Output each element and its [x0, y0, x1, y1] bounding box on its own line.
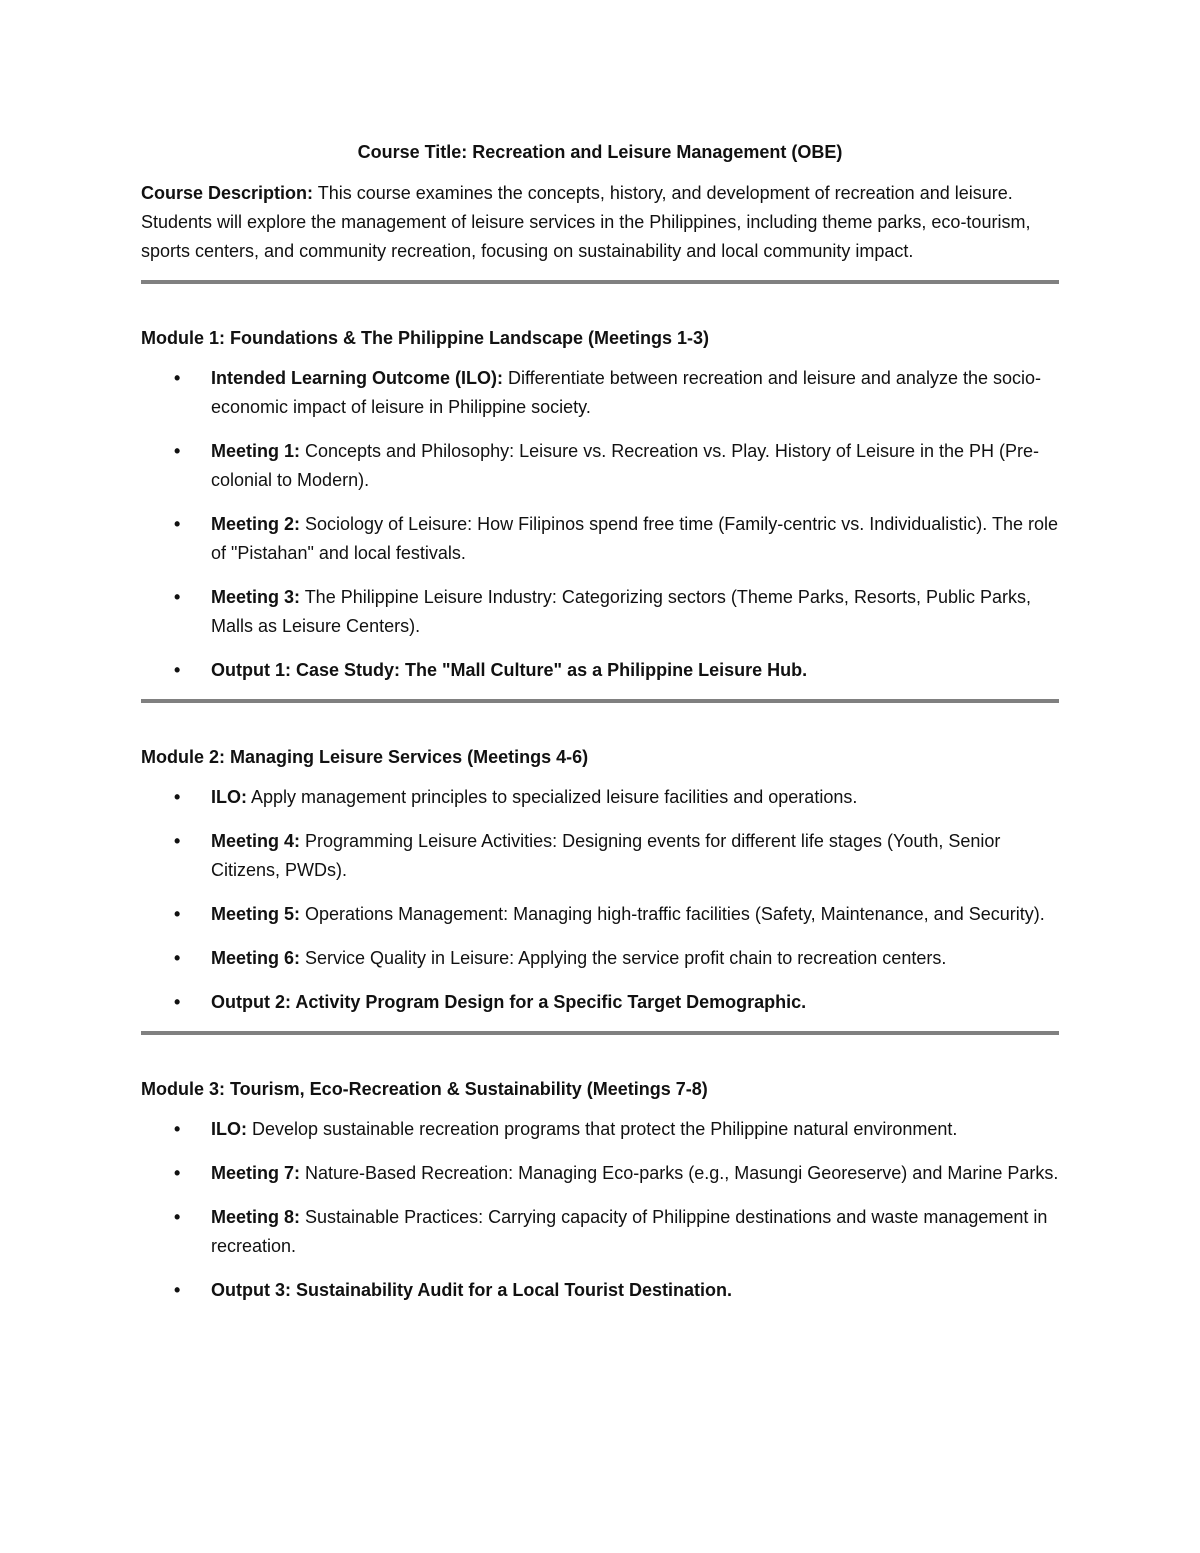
list-item — [141, 900, 1059, 929]
list-item — [141, 1159, 1059, 1188]
item-text: Programming Leisure Activities: Designing events for different life stages (Youth, Senior Citizens, PWDs). — [211, 831, 1001, 880]
list-item — [141, 988, 1059, 1017]
item-label: Meeting 4: — [211, 831, 301, 851]
bullet-icon: • — [174, 1119, 181, 1139]
list-item — [141, 783, 1059, 812]
item-label: Output 1: — [211, 660, 291, 680]
list-item — [141, 944, 1059, 973]
bullet-icon: • — [174, 441, 181, 461]
item-text: Concepts and Philosophy: Leisure vs. Recreation vs. Play. History of Leisure in the PH (Pre-colonial to Modern). — [211, 441, 1040, 490]
item-text: Case Study: The "Mall Culture" as a Philippine Leisure Hub. — [290, 660, 808, 680]
course-description — [141, 179, 1059, 266]
item-text: The Philippine Leisure Industry: Categorizing sectors (Theme Parks, Resorts, Public Parks, Malls as Leisure Centers). — [211, 587, 1031, 636]
item-label: Meeting 5: — [211, 904, 301, 924]
horizontal-rule — [141, 1031, 1059, 1035]
bullet-icon: • — [174, 1280, 181, 1300]
item-label: ILO: — [211, 1119, 247, 1139]
bullet-icon: • — [174, 587, 181, 607]
bullet-icon: • — [174, 948, 181, 968]
module-3-title: Module 3: Tourism, Eco-Recreation & Sustainability (Meetings 7-8) — [141, 1079, 708, 1099]
list-item — [141, 437, 1059, 495]
item-label: Output 3: — [211, 1280, 291, 1300]
item-text: Service Quality in Leisure: Applying the service profit chain to recreation centers. — [300, 948, 947, 968]
item-label: Meeting 6: — [211, 948, 301, 968]
module-1-list — [141, 364, 1059, 685]
bullet-icon: • — [174, 514, 181, 534]
bullet-icon: • — [174, 831, 181, 851]
item-label: Meeting 2: — [211, 514, 301, 534]
list-item — [141, 1276, 1059, 1305]
list-item — [141, 827, 1059, 885]
item-text: Differentiate between recreation and leisure and analyze the socio-economic impact of leisure in Philippine society. — [211, 368, 1041, 417]
horizontal-rule — [141, 280, 1059, 284]
item-label: Meeting 7: — [211, 1163, 301, 1183]
item-label: Meeting 8: — [211, 1207, 301, 1227]
course-title: Course Title: Recreation and Leisure Management (OBE) — [357, 142, 843, 162]
bullet-icon: • — [174, 1163, 181, 1183]
item-text: Operations Management: Managing high-traffic facilities (Safety, Maintenance, and Security). — [300, 904, 1045, 924]
module-2-list — [141, 783, 1059, 1017]
item-text: Sociology of Leisure: How Filipinos spend free time (Family-centric vs. Individualistic). The role of "Pistahan" and local festivals. — [211, 514, 1058, 563]
document-page — [141, 138, 1059, 1305]
item-text: Activity Program Design for a Specific Target Demographic. — [290, 992, 807, 1012]
bullet-icon: • — [174, 368, 181, 388]
bullet-icon: • — [174, 904, 181, 924]
item-text: Sustainability Audit for a Local Tourist Destination. — [290, 1280, 733, 1300]
list-item — [141, 656, 1059, 685]
item-label: ILO: — [211, 787, 247, 807]
course-description-label: Course Description: — [141, 183, 314, 203]
item-text: Nature-Based Recreation: Managing Eco-parks (e.g., Masungi Georeserve) and Marine Parks. — [300, 1163, 1059, 1183]
bullet-icon: • — [174, 787, 181, 807]
list-item — [141, 1203, 1059, 1261]
module-3-list — [141, 1115, 1059, 1305]
list-item — [141, 583, 1059, 641]
item-text: Develop sustainable recreation programs that protect the Philippine natural environment. — [247, 1119, 958, 1139]
list-item — [141, 510, 1059, 568]
item-text: Sustainable Practices: Carrying capacity of Philippine destinations and waste management in recreation. — [211, 1207, 1048, 1256]
module-2-title: Module 2: Managing Leisure Services (Meetings 4-6) — [141, 747, 589, 767]
course-description-text: This course examines the concepts, history, and development of recreation and leisure. Students will explore the management of leisure services in the Philippines, including theme parks, eco-tourism, sports centers, and community recreation, focusing on sustainability and local community impact. — [141, 183, 1031, 261]
horizontal-rule — [141, 699, 1059, 703]
bullet-icon: • — [174, 660, 181, 680]
list-item — [141, 1115, 1059, 1144]
bullet-icon: • — [174, 992, 181, 1012]
item-label: Output 2: — [211, 992, 291, 1012]
item-label: Meeting 3: — [211, 587, 301, 607]
item-label: Meeting 1: — [211, 441, 301, 461]
list-item — [141, 364, 1059, 422]
item-text: Apply management principles to specialized leisure facilities and operations. — [247, 787, 858, 807]
module-1-title: Module 1: Foundations & The Philippine Landscape (Meetings 1-3) — [141, 328, 710, 348]
item-label: Intended Learning Outcome (ILO): — [211, 368, 503, 388]
bullet-icon: • — [174, 1207, 181, 1227]
